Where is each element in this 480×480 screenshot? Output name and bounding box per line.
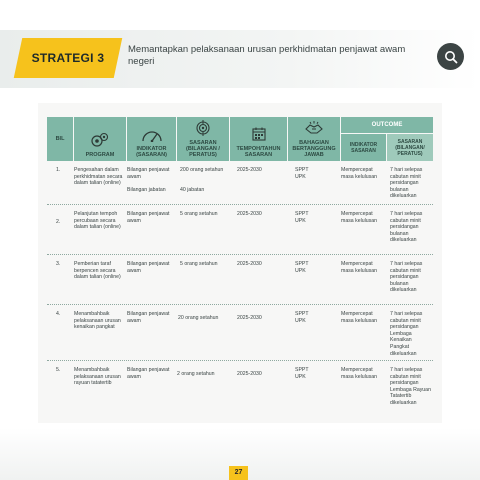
header-outcome-indikator: INDIKATOR SASARAN bbox=[341, 134, 386, 161]
cell-indikator: Bilangan penjawat awam bbox=[127, 211, 170, 224]
header-bil: BIL bbox=[47, 117, 73, 161]
target-icon bbox=[195, 120, 211, 136]
header-indikator-label: INDIKATOR (SASARAN) bbox=[136, 146, 167, 158]
header-tempoh bbox=[230, 117, 287, 161]
cell-indikator: Bilangan penjawat awam bbox=[127, 167, 170, 180]
header-program-label: PROGRAM bbox=[85, 152, 115, 158]
cell-bahagian: SPPT UPK bbox=[295, 167, 309, 180]
cell-indikator: Bilangan penjawat awam bbox=[127, 261, 170, 274]
header-outcome-sasaran: SASARAN (BILANGAN/ PERATUS) bbox=[387, 134, 433, 161]
cell-bahagian: SPPT UPK bbox=[295, 311, 309, 324]
cell-bahagian: SPPT UPK bbox=[295, 367, 309, 380]
cell-bil: 2. bbox=[56, 219, 61, 225]
cell-outcome-indikator: Mempercepat masa kelulusan bbox=[341, 211, 378, 224]
cell-outcome-sasaran: 7 hari selepas cabutan minit persidangan bulanan dikeluarkan bbox=[390, 261, 423, 294]
cell-sasaran: 5 orang setahun bbox=[180, 211, 218, 217]
header-sasaran bbox=[177, 117, 229, 161]
cell-sasaran: 40 jabatan bbox=[180, 187, 205, 193]
cell-bahagian: SPPT UPK bbox=[295, 261, 309, 274]
cell-bil: 1. bbox=[56, 167, 61, 173]
cell-outcome-sasaran: 7 hari selepas cabutan minit persidangan Lembaga Kenaikan Pangkat dikeluarkan bbox=[390, 311, 423, 357]
cell-indikator: Bilangan penjawat awam bbox=[127, 311, 170, 324]
cell-outcome-indikator: Mempercepat masa kelulusan bbox=[341, 367, 378, 380]
cell-sasaran: 2 orang setahun bbox=[177, 371, 215, 377]
gears-icon bbox=[90, 132, 110, 148]
cell-sasaran: 20 orang setahun bbox=[178, 315, 219, 321]
header-tempoh-label: TEMPOH/TAHUN SASARAN bbox=[236, 146, 281, 158]
cell-indikator: Bilangan jabatan bbox=[127, 187, 166, 193]
handshake-icon bbox=[304, 120, 324, 136]
table-row bbox=[47, 305, 433, 361]
cell-sasaran: 200 orang setahun bbox=[180, 167, 224, 173]
cell-outcome-sasaran: 7 hari selepas cabutan minit persidangan bulanan dikeluarkan bbox=[390, 211, 423, 244]
cell-outcome-indikator: Mempercepat masa kelulusan bbox=[341, 261, 378, 274]
header-outcome: OUTCOME bbox=[341, 117, 433, 133]
cell-tempoh: 2025-2030 bbox=[237, 261, 262, 267]
cell-program: Menambahbaik pelaksanaan urusan rayuan tatatertib bbox=[74, 367, 121, 387]
search-button[interactable] bbox=[437, 43, 464, 70]
cell-sasaran: 5 orang setahun bbox=[180, 261, 218, 267]
header-sasaran-label: SASARAN (BILANGAN / PERATUS) bbox=[186, 140, 220, 158]
cell-outcome-indikator: Mempercepat masa kelulusan bbox=[341, 311, 378, 324]
cell-tempoh: 2025-2030 bbox=[237, 211, 262, 217]
strategy-badge bbox=[14, 38, 123, 78]
cell-program: Pemberian taraf berpencen secara dalam talian (online) bbox=[74, 261, 121, 281]
table-row bbox=[47, 361, 433, 419]
strategy-label: STRATEGI 3 bbox=[31, 51, 105, 65]
cell-bil: 5. bbox=[56, 367, 61, 373]
table-header bbox=[47, 117, 433, 161]
cell-program: Pelanjutan tempoh percubaan secara dalam talian (online) bbox=[74, 211, 121, 231]
cell-bahagian: SPPT UPK bbox=[295, 211, 309, 224]
cell-outcome-sasaran: 7 hari selepas cabutan minit persidangan Lembaga Rayuan Tatatertib dikeluarkan bbox=[390, 367, 431, 406]
cell-outcome-sasaran: 7 hari selepas cabutan minit persidangan bulanan dikeluarkan bbox=[390, 167, 423, 200]
page-number: 27 bbox=[229, 466, 248, 480]
cell-tempoh: 2025-2030 bbox=[237, 167, 262, 173]
cell-outcome-indikator: Mempercepat masa kelulusan bbox=[341, 167, 378, 180]
cell-program: Menambahbaik pelaksanaan urusan kenaikan pangkat bbox=[74, 311, 121, 331]
cell-bil: 4. bbox=[56, 311, 61, 317]
gauge-icon bbox=[141, 128, 163, 142]
header-program bbox=[74, 117, 126, 161]
cell-tempoh: 2025-2030 bbox=[237, 315, 262, 321]
strategy-table bbox=[47, 117, 433, 419]
calendar-icon bbox=[251, 126, 267, 142]
header-bahagian-label: BAHAGIAN BERTANGGUNG JAWAB bbox=[292, 140, 336, 158]
cell-program: Pengesahan dalam perkhidmatan secara dalam talian (online) bbox=[74, 167, 123, 187]
table-row bbox=[47, 161, 433, 205]
table-row bbox=[47, 255, 433, 305]
page-title: Memantapkan pelaksanaan urusan perkhidmatan penjawat awam negeri bbox=[128, 44, 406, 67]
table-row bbox=[47, 205, 433, 255]
cell-bil: 3. bbox=[56, 261, 61, 267]
cell-tempoh: 2025-2030 bbox=[237, 371, 262, 377]
search-icon bbox=[444, 50, 458, 64]
header-bahagian bbox=[288, 117, 340, 161]
header-indikator bbox=[127, 117, 176, 161]
cell-indikator: Bilangan penjawat awam bbox=[127, 367, 170, 380]
